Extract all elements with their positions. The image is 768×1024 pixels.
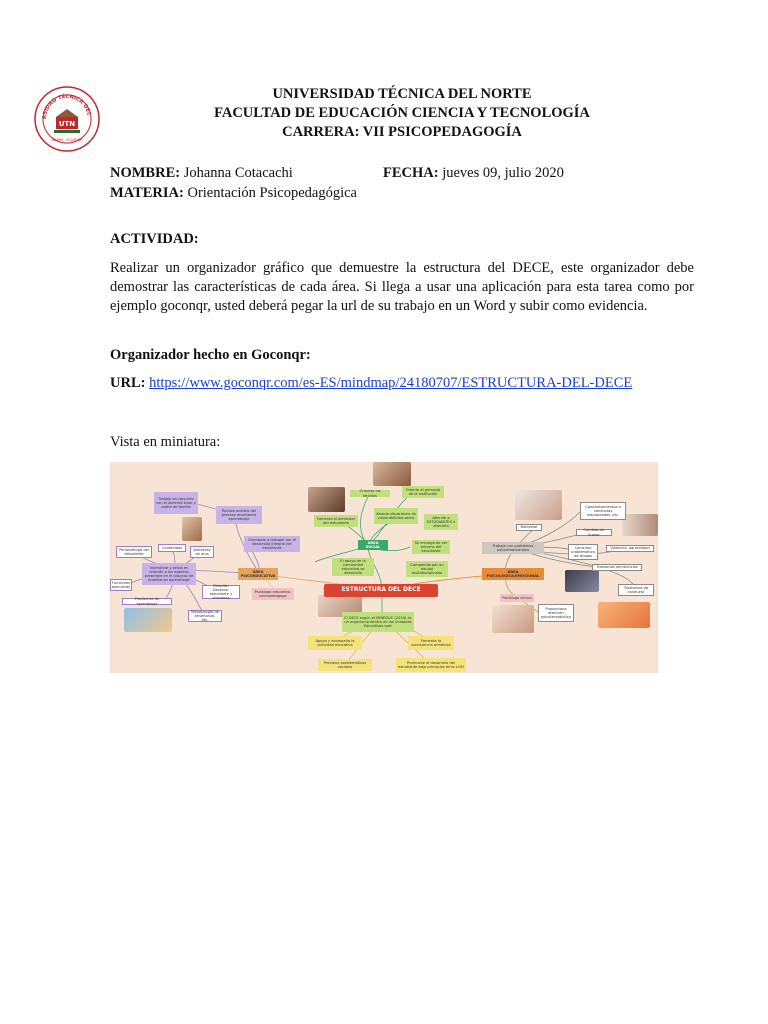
mm-metodologia: Metodología de enseñanza, etc. xyxy=(188,610,222,622)
mm-trabaja-problemas: Trabaja con problemas psicoemocionales xyxy=(482,542,544,554)
mm-funciones: Funciones ejecutivas xyxy=(111,580,131,589)
mm-contenidos: Contenidos xyxy=(158,544,186,552)
mm-psicologo-clinico: Psicólogo clínico xyxy=(500,594,534,602)
organizer-title: Organizador hecho en Goconqr: xyxy=(110,347,311,363)
mm-trastornos-alimenticios: Trastornos alimenticios xyxy=(592,564,642,571)
date-field xyxy=(383,163,564,183)
photo-teacher-image xyxy=(182,517,202,541)
preview-label: Vista en miniatura: xyxy=(110,434,221,450)
mm-problemas-aprendizaje: Problemas de aprendizaje xyxy=(122,598,172,605)
mm-previene: Previene problemáticas sociales xyxy=(318,659,372,671)
mm-trabajo-conjunto: Trabajo en conjunto con el docente tutor y padre de familia xyxy=(154,492,198,514)
subject-name: Orientación Psicopedagógica xyxy=(187,185,357,201)
mm-bienestar: Bienestar xyxy=(516,524,542,531)
mm-el-dece: El DECE según el MINEDUC (2016) es un organismo dentro de las Unidades Educativas que: xyxy=(342,612,414,632)
mm-realiza-analisis: Realiza análisis del proceso enseñanza aprendizaje xyxy=(216,506,262,524)
svg-text:UNIVERSIDAD TÉCNICA DEL NORTE: RSIDAD TÉCNICA DEL xyxy=(41,93,92,120)
mm-atiende-estudiantes: Atiende a ESTUDIANTES a atención xyxy=(424,514,458,530)
photo-phone-image xyxy=(565,570,599,592)
mm-apoya: Apoya y acompaña la actividad educativa xyxy=(308,636,362,650)
mm-ambiente: Ambiente de aula xyxy=(190,546,214,558)
student-info xyxy=(110,163,357,203)
mm-comportamientos: Comportamientos o conductas inapropiadas, etc. xyxy=(580,502,626,520)
activity-description: Realizar un organizador gráfico que demuestre la estructura del DECE, este organizador debe demostrar las características de cada área. Si llega a usar una aplicación para esta tarea como por ejemplo goconqr, usted deberá pegar la url de su trabajo en un Word y subir como evidencia. xyxy=(110,260,694,314)
mm-violencia: Violencia, agresividad xyxy=(606,545,654,552)
photo-faces-image xyxy=(622,514,658,536)
mm-relacion: Relación Docente-estudiante y viceversa xyxy=(202,585,240,599)
photo-group-image xyxy=(373,462,411,486)
mm-personalidad: Personalidad del estudiante xyxy=(116,546,152,558)
area-social-node: ÁREA SOCIAL xyxy=(358,540,388,550)
university-logo xyxy=(34,86,100,152)
activity-title: ACTIVIDAD: xyxy=(110,231,199,247)
mm-proporciona: Proporciona atención psicoterapéutica xyxy=(538,604,574,622)
mm-interviene-actua: Interviene y actúa en relación a los agentes presentes en el proceso de enseñanza aprendizaje xyxy=(142,563,196,585)
document-header xyxy=(110,85,694,142)
svg-text:UTN: UTN xyxy=(58,120,76,128)
date-value: jueves 09, julio 2020 xyxy=(442,165,564,181)
area-psicoeducativa-node: ÁREA PSICOEDUCATIVA xyxy=(238,568,278,580)
mm-compendio: Compendio por un equipo multidisciplinario xyxy=(406,561,448,577)
photo-food-image xyxy=(598,602,650,628)
mindmap-link[interactable]: https://www.goconqr.com/es-ES/mindmap/24180707/ESTRUCTURA-DEL-DECE xyxy=(149,375,633,391)
svg-text:IBARRA - ECUADOR: IBARRA - ECUADOR xyxy=(51,138,83,142)
student-name: Johanna Cotacachi xyxy=(183,165,293,181)
area-psicoemocional-node: ÁREA PSICOLÓGICA/EMOCIONAL xyxy=(482,568,544,580)
mm-se-encarga: Se encarga de ver entorno del estudiante xyxy=(412,540,450,554)
photo-classroom-image xyxy=(124,608,172,632)
photo-therapy-image xyxy=(492,605,534,633)
mm-promueve: Promueve el desarrollo del estudiante bajo principios de la LOEI xyxy=(396,658,466,672)
photo-class-image xyxy=(308,487,345,512)
mm-trastornos-conducta: Trastornos de conducta xyxy=(618,584,654,596)
university-name: UNIVERSIDAD TÉCNICA DEL NORTE xyxy=(272,86,532,102)
faculty-name: FACULTAD DE EDUCACIÓN CIENCIA Y TECNOLOGÍA xyxy=(214,105,590,121)
mm-orienta-personal: Orienta al personal de la institución xyxy=(402,486,444,498)
mm-fomenta-convivencia: Fomenta la convivencia armónica xyxy=(408,636,454,650)
mindmap-thumbnail xyxy=(110,462,658,673)
materia-label: MATERIA: xyxy=(110,185,184,201)
mm-apoyo-comunidad: El apoyo de la comunidad educativa se desarrolla xyxy=(332,558,374,576)
fecha-label: FECHA: xyxy=(383,165,439,181)
mm-orientar-familias: Orientar las familias xyxy=(350,490,390,497)
nombre-label: NOMBRE: xyxy=(110,165,181,181)
url-label: URL: xyxy=(110,375,146,391)
mindmap-center-node: ESTRUCTURA DEL DECE xyxy=(324,584,438,597)
photo-stress-image xyxy=(515,490,562,520)
mm-orientado-trabajar: Orientado a trabajar por el desarrollo integral del estudiante xyxy=(244,536,300,552)
mm-psicologo-educativo: Psicólogo educativo, psicopedagogo xyxy=(252,588,294,600)
mm-cambios-humor: Cambios de humor xyxy=(576,529,612,536)
mm-consumo: Consumo problemático de drogas xyxy=(568,544,598,560)
mm-fomenta-bienestar: Fomenta el bienestar del estudiante xyxy=(314,515,358,527)
career-name: CARRERA: VII PSICOPEDAGOGÍA xyxy=(282,124,522,140)
url-line xyxy=(110,375,632,392)
mm-aborda-situaciones: Aborda situaciones de vulnerabilidad social xyxy=(374,508,418,524)
